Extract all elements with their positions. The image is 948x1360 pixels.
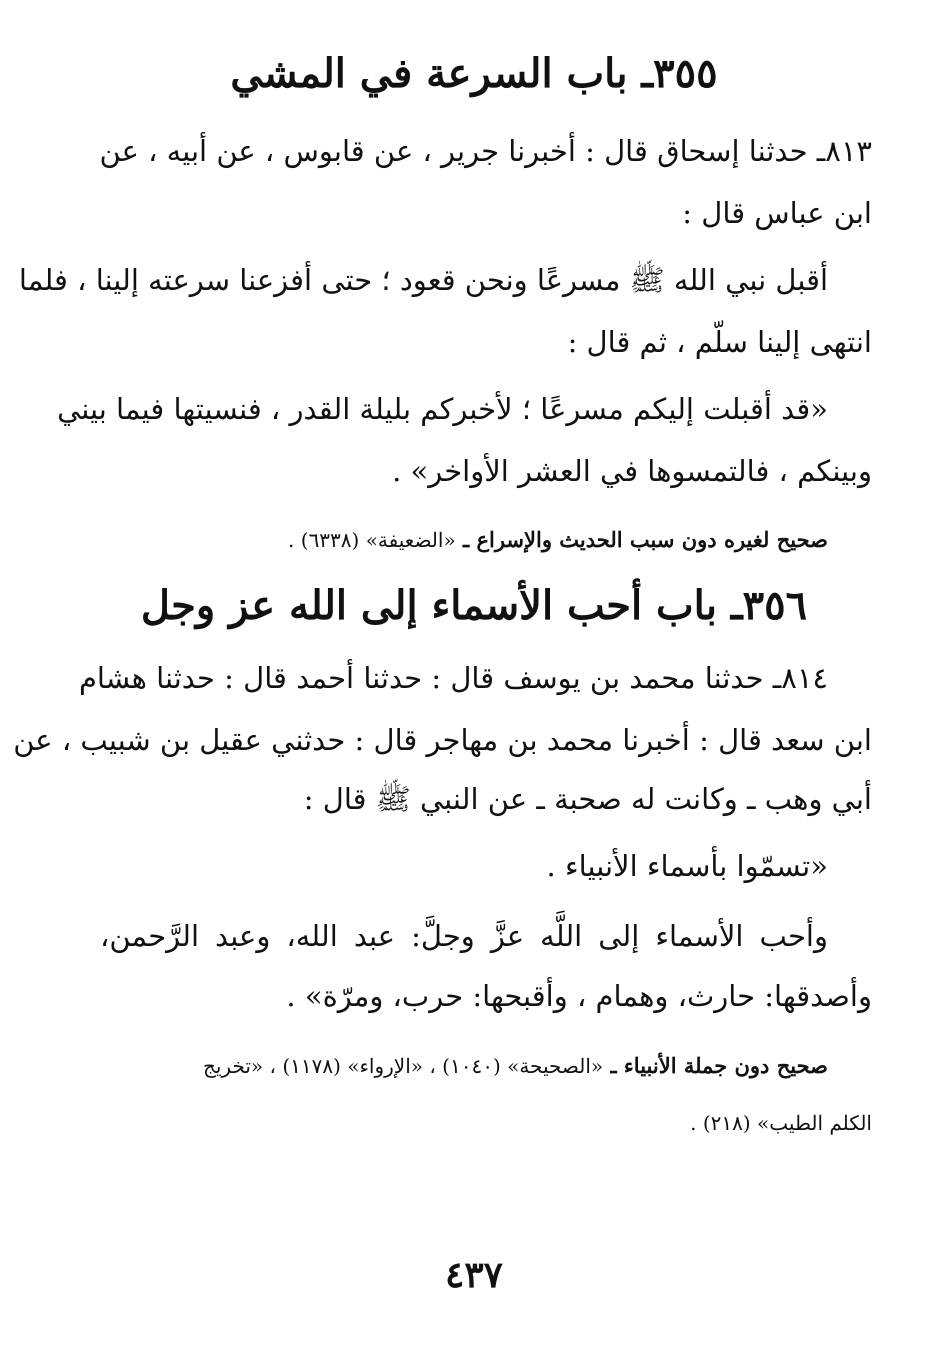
hadith-text-line: ٨١٤ـ حدثنا محمد بن يوسف قال : حدثنا أحمد قال : حدثنا هشام xyxy=(78,661,828,695)
hadith-text-line: وأصدقها: حارث، وهمام ، وأقبحها: حرب، ومرّة» . xyxy=(286,979,872,1013)
hadith-text-line: انتهى إلينا سلّم ، ثم قال : xyxy=(567,325,872,359)
hadith-text-line: وبينكم ، فالتمسوها في العشر الأواخر» . xyxy=(392,454,872,488)
grading-source: «الصحيحة» (١٠٤٠) ، «الإرواء» (١١٧٨) ، «تخريج xyxy=(202,1054,604,1078)
hadith-text-line: ابن عباس قال : xyxy=(682,196,872,230)
hadith-text-line: «تسمّوا بأسماء الأنبياء . xyxy=(546,849,828,883)
hadith-text-line: أبي وهب ـ وكانت له صحبة ـ عن النبي ﷺ قال : xyxy=(303,782,872,816)
chapter-heading: ٣٥٥ـ باب السرعة في المشي xyxy=(230,50,718,97)
chapter-heading: ٣٥٦ـ باب أحب الأسماء إلى الله عز وجل xyxy=(140,582,808,629)
hadith-grading xyxy=(100,524,872,558)
grading-text: صحيح لغيره دون سبب الحديث والإسراع ـ xyxy=(463,527,828,552)
grading-source-continued: الكلم الطيب» (٢١٨) . xyxy=(690,1111,872,1135)
page-number: ٤٣٧ xyxy=(444,1254,503,1296)
hadith-text-line: «قد أقبلت إليكم مسرعًا ؛ لأخبركم بليلة القدر ، فنسيتها فيما بيني xyxy=(57,392,828,426)
hadith-text-line: ٨١٣ـ حدثنا إسحاق قال : أخبرنا جرير ، عن قابوس ، عن أبيه ، عن xyxy=(99,134,872,168)
hadith-text-line: ابن سعد قال : أخبرنا محمد بن مهاجر قال : حدثني عقيل بن شبيب ، عن xyxy=(13,723,872,757)
hadith-grading xyxy=(100,1050,872,1084)
grading-source: «الضعيفة» (٦٣٣٨) . xyxy=(288,528,456,552)
hadith-text-line: أقبل نبي الله ﷺ مسرعًا ونحن قعود ؛ حتى أفزعنا سرعته إلينا ، فلما xyxy=(18,263,828,297)
hadith-text-line: وأحب الأسماء إلى اللَّه عزَّ وجلَّ: عبد الله، وعبد الرَّحمن، xyxy=(100,919,828,953)
grading-text: صحيح دون جملة الأنبياء ـ xyxy=(610,1053,828,1078)
